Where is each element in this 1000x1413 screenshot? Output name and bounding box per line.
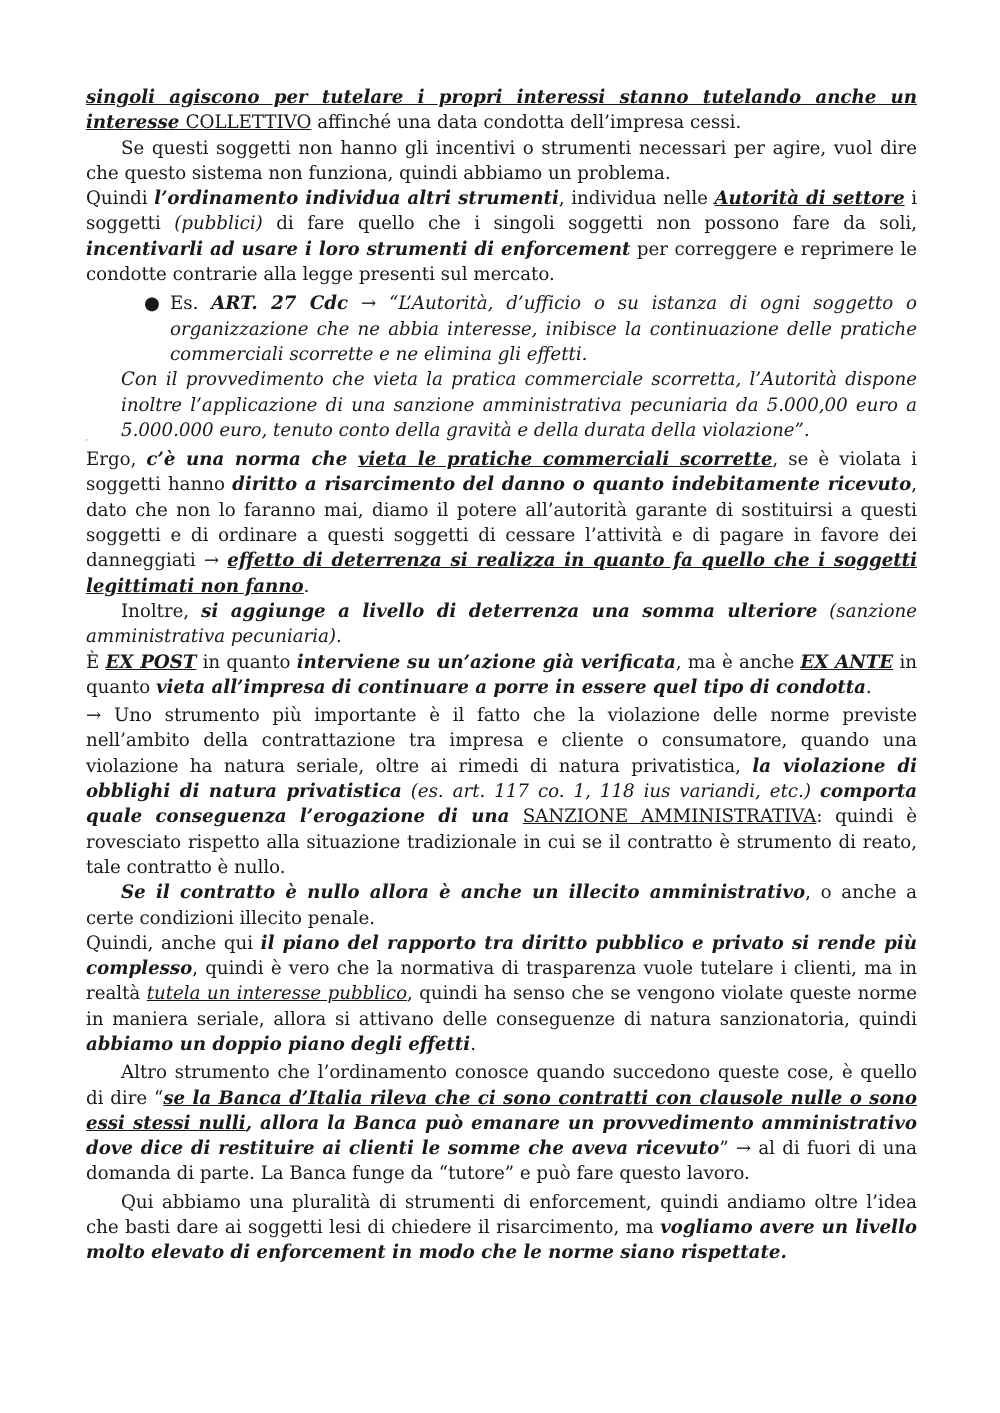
body-text: , quindi ha senso che se vengono violate queste norme in maniera seriale, allora si attivano delle conseguenze di natura sanzionatoria, quindi [86, 983, 917, 1030]
quote-text: “L’Autorità, d’ufficio o su istanza di ogni soggetto o organizzazione che ne abbia interesse, inibisce la continuazione delle pratiche commerciali scorrette e ne elimina gli effetti. [170, 293, 917, 365]
italic-text: (pubblici) [174, 213, 263, 235]
emphasis-text: il piano del rapporto tra diritto pubblico e privato si rende più complesso [86, 932, 917, 980]
body-text: , dato che non lo faranno mai, diamo il potere all’autorità garante di sostituirsi a questi soggetti e di ordinare a questi soggetti di cessare l’attività e di pagare in favore dei danneggiati → [86, 474, 918, 572]
body-text: Quindi, anche qui [86, 932, 261, 954]
paragraph-incentivi: Se questi soggetti non hanno gli incentivi o strumenti necessari per agire, vuol dire che questo sistema non funziona, quindi abbiamo un problema. [86, 137, 917, 184]
underlined-term: EX POST [105, 651, 197, 673]
emphasis-text: vieta all’impresa di continuare a porre in essere quel tipo di condotta [155, 676, 866, 698]
body-text: , se è violata i soggetti hanno [86, 449, 917, 496]
paragraph-pluralita [86, 1190, 917, 1266]
paragraph-inoltre [86, 599, 917, 650]
arrow-icon: → [348, 293, 390, 315]
body-text: , ma è anche [675, 651, 801, 673]
paragraph-contratto-nullo [86, 880, 917, 931]
paragraph-banca-italia [86, 1060, 917, 1186]
body-text: ” → al di fuori di una domanda di parte. La Banca funge da “tutore” e può fare questo lavoro. [86, 1138, 917, 1185]
body-text: , quindi è vero che la normativa di trasparenza vuole tutelare i clienti, ma in realtà [86, 958, 917, 1005]
underlined-term: SANZIONE AMMINISTRATIVA [522, 806, 817, 828]
emphasis-text: , allora la Banca può emanare un provvedimento amministrativo dove dice di restituire ai clienti le somme che aveva ricevuto [86, 1112, 917, 1160]
body-text: in quanto [196, 651, 297, 673]
body-text: . [303, 575, 310, 597]
body-text: Inoltre, [121, 600, 202, 622]
body-text: affinché una data condotta dell’impresa cessi. [311, 112, 742, 134]
emphasis-text: Se il contratto è nullo allora è anche un illecito amministrativo [121, 882, 806, 904]
underlined-term: COLLETTIVO [185, 112, 312, 134]
body-text: , individua nelle [558, 188, 715, 210]
body-text: , o anche a certe condizioni illecito penale. [86, 882, 917, 929]
body-text: per correggere e reprimere le condotte contrarie alla legge presenti sul mercato. [86, 238, 917, 286]
underlined-term: tutela un interesse pubblico [146, 983, 408, 1005]
emphasis-text: c’è una norma che [146, 449, 358, 471]
underlined-term: se la Banca d’Italia rileva che ci sono contratti con clausole nulle o sono essi stessi nulli [86, 1087, 917, 1134]
stray-mark: ' [86, 439, 88, 447]
quote-continuation: Con il provvedimento che vieta la pratica commerciale scorretta, l’Autorità dispone inoltre l’applicazione di una sanzione amministrativa pecuniaria da 5.000,00 euro a 5.000.000 euro, tenuto conto della gravità e della durata della violazione”. [121, 369, 917, 441]
paragraph-piano [86, 931, 917, 1057]
article-reference: ART. 27 Cdc [211, 293, 349, 315]
body-text: Es. [170, 293, 212, 315]
body-text: Ergo, [86, 449, 147, 471]
body-text: → Uno strumento più importante è il fatto che la violazione delle norme previste nell’ambito della contrattazione tra impresa e cliente o consumatore, quando una violazione ha natura seriale, oltre ai rimedi di natura privatistica, [86, 705, 917, 777]
underlined-term: EX ANTE [800, 651, 894, 673]
body-text: i soggetti [86, 188, 918, 235]
body-text: Quindi [86, 188, 155, 210]
body-text: Altro strumento che l’ordinamento conosce quando succedono queste cose, è quello di dire “ [86, 1062, 917, 1109]
paragraph-strumento [86, 703, 917, 880]
underlined-term: effetto di deterrenza si realizza in quanto fa quello che i soggetti legittimati non fanno [86, 550, 917, 597]
paragraph-ergo [86, 447, 917, 599]
bullet-icon: ● [144, 293, 160, 315]
body-text: Qui abbiamo una pluralità di strumenti di enforcement, quindi andiamo oltre l’idea che basti dare ai soggetti lesi di chiedere il risarcimento, ma [86, 1191, 917, 1239]
emphasis-text: singoli agiscono per tutelare i propri interessi stanno tutelando anche un interesse [86, 87, 917, 134]
emphasis-text: abbiamo un doppio piano degli effetti [86, 1033, 471, 1055]
emphasis-text: si aggiunge a livello di deterrenza una somma ulteriore [201, 600, 818, 622]
body-text: di fare quello che i singoli soggetti non possono fare da soli, [262, 213, 917, 235]
italic-text: (es. art. 117 co. 1, 118 ius variandi, etc.) [401, 781, 820, 803]
paragraph-ex-post [86, 650, 917, 701]
paragraph-collettivo [86, 85, 917, 136]
emphasis-text: incentivarli ad usare i loro strumenti di enforcement [86, 238, 631, 260]
emphasis-text: la violazione di obblighi di natura privatistica [86, 755, 917, 803]
underlined-term: Autorità di settore [714, 188, 905, 210]
body-text: . [470, 1033, 476, 1055]
paragraph-ordinamento [86, 186, 917, 287]
emphasis-text: l’ordinamento individua altri strumenti [154, 188, 559, 210]
emphasis-text: interviene su un’azione già verificata [296, 651, 676, 673]
body-text: : quindi è rovesciato rispetto alla situazione tradizionale in cui se il contratto è strumento di reato, tale contratto è nullo. [86, 806, 917, 878]
italic-text: (sanzione amministrativa pecuniaria). [86, 600, 918, 648]
underlined-term: vieta le pratiche commerciali scorrette [357, 449, 773, 471]
bullet-list [86, 291, 917, 367]
emphasis-text: diritto a risarcimento del danno o quanto indebitamente ricevuto [232, 474, 912, 496]
emphasis-text: comporta quale conseguenza l’erogazione di una [86, 781, 918, 828]
body-text: . [865, 676, 872, 698]
bullet-item-art27 [86, 291, 917, 367]
body-text: in quanto [86, 651, 917, 698]
emphasis-text: vogliamo avere un livello molto elevato di enforcement in modo che le norme siano rispettate. [86, 1217, 917, 1264]
body-text: È [86, 651, 106, 673]
document-page [86, 85, 917, 1266]
